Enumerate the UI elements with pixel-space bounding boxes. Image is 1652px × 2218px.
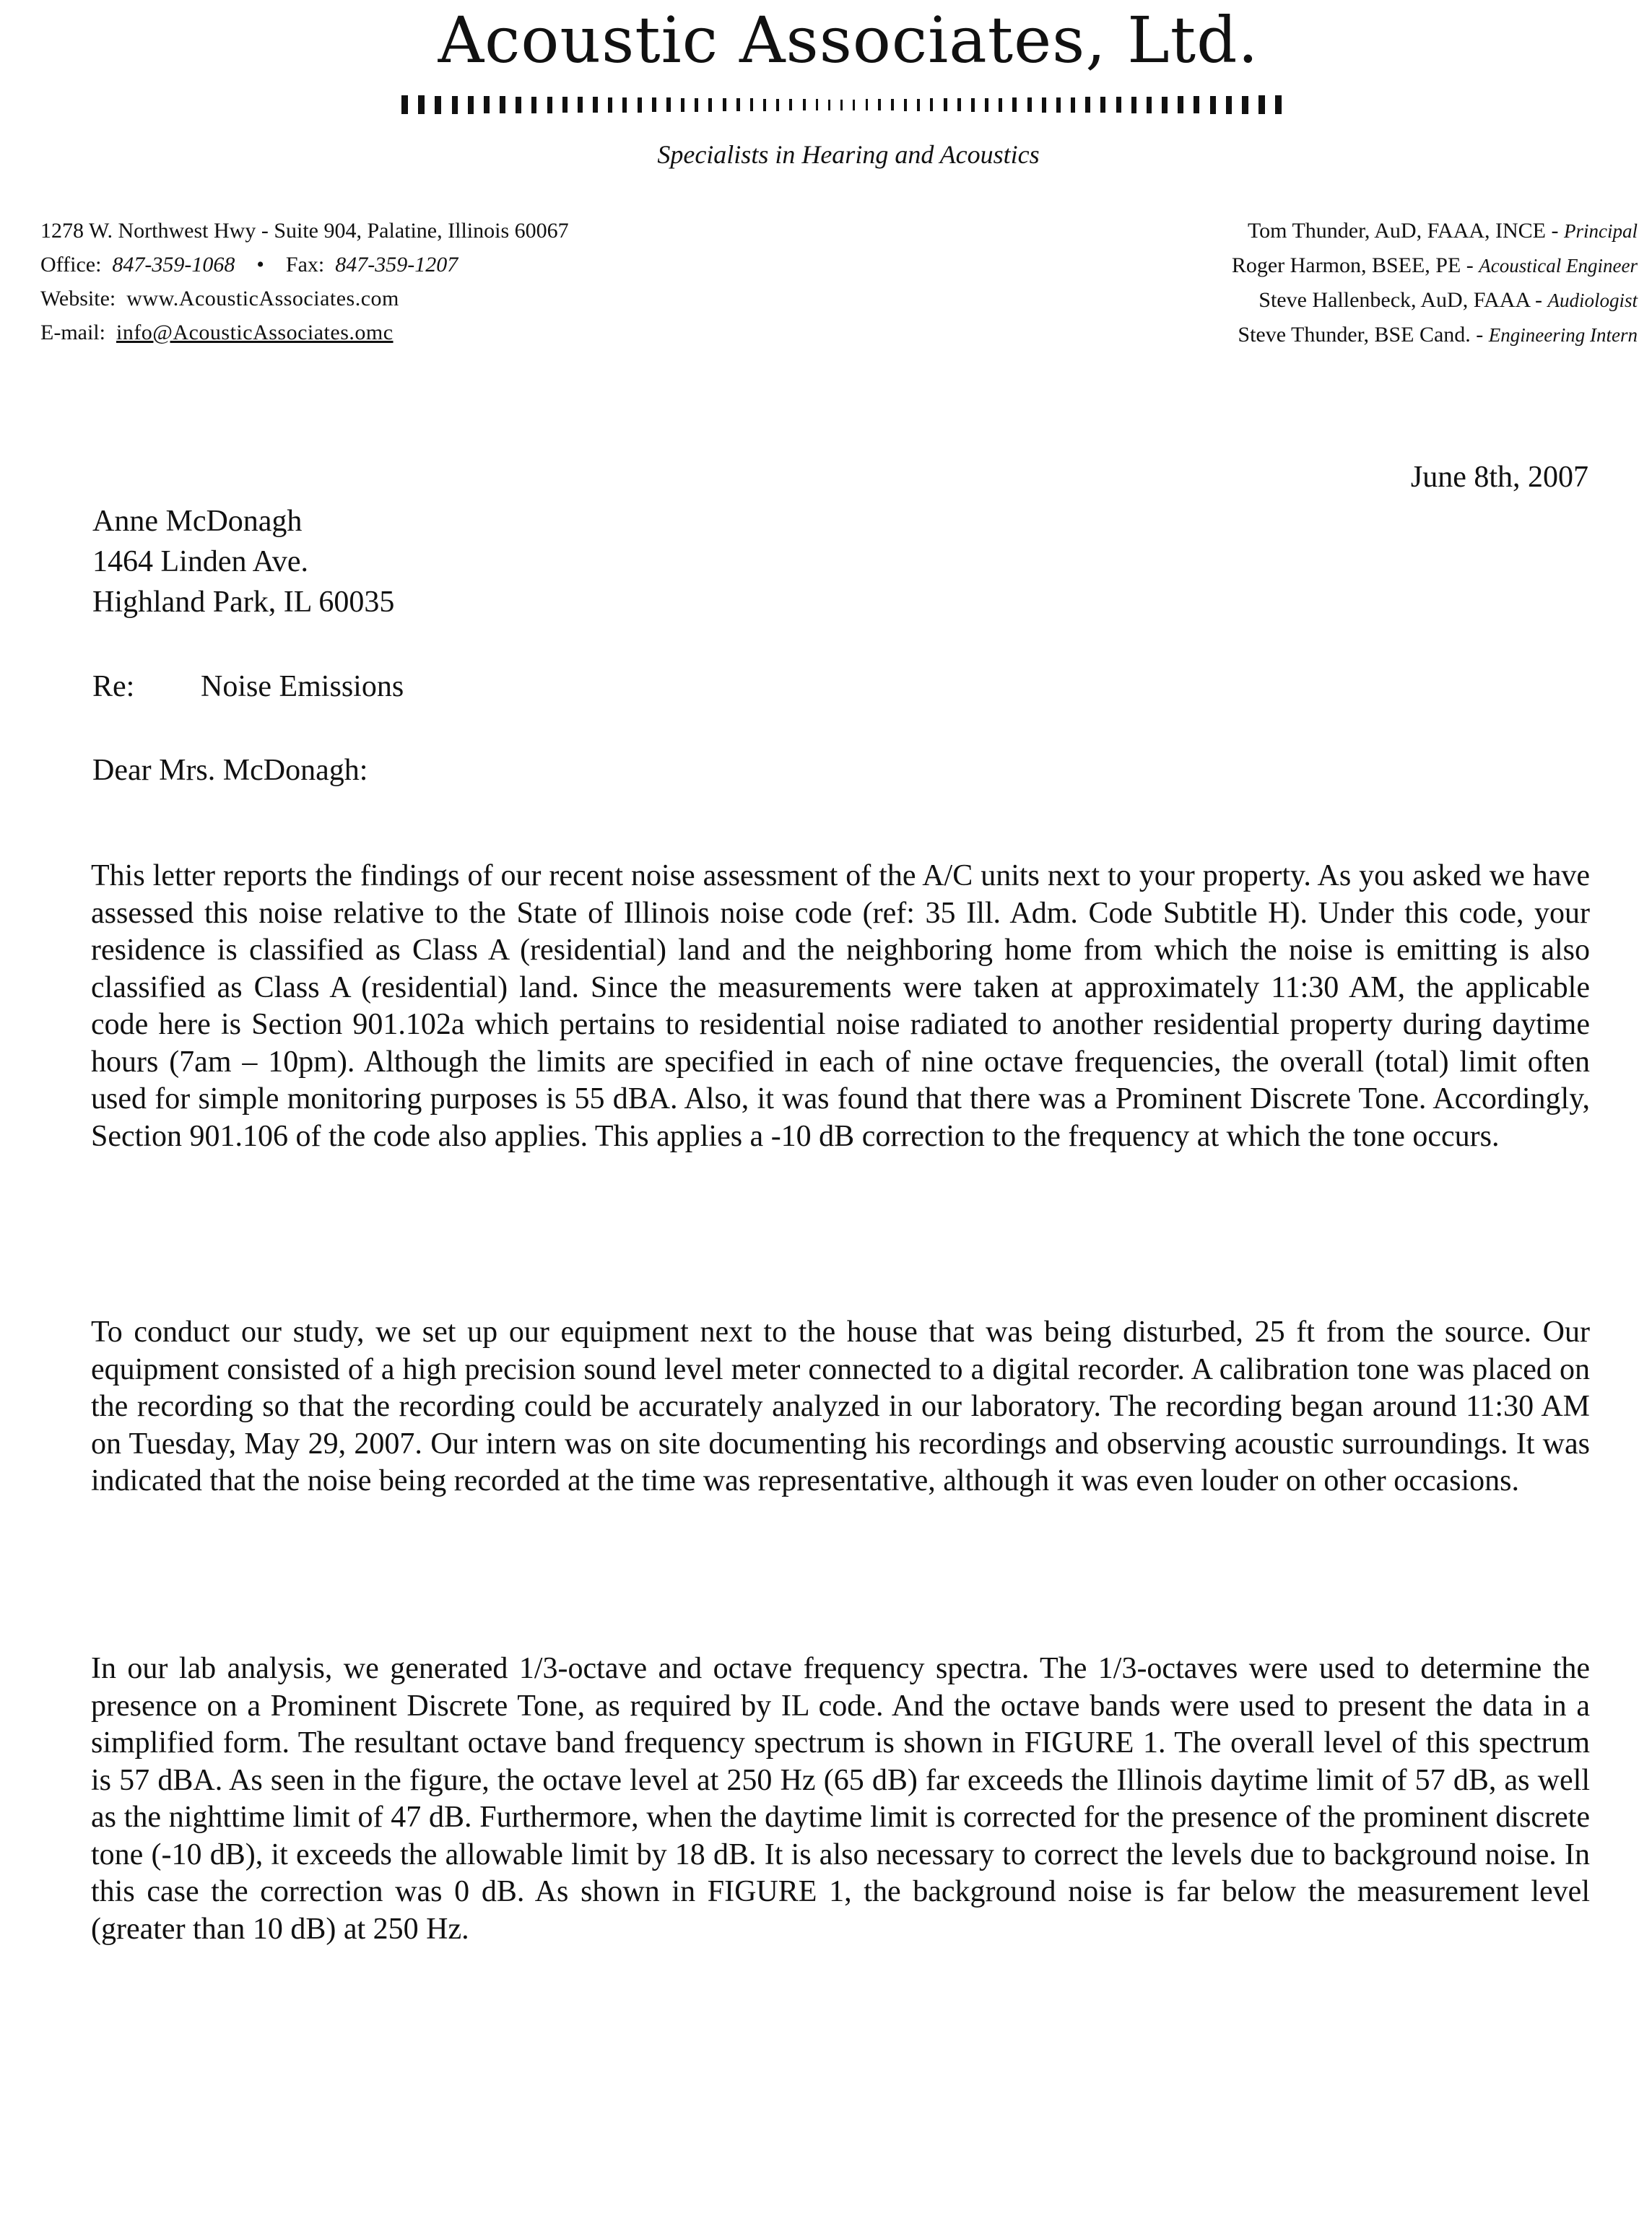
company-name: Acoustic Associates, Ltd. [438, 3, 1259, 77]
sound-wave-bars-icon [401, 95, 1282, 114]
staff-role: Audiologist [1547, 290, 1638, 311]
salutation: Dear Mrs. McDonagh: [92, 754, 368, 787]
staff-member [1232, 318, 1638, 352]
divider-bar [1258, 95, 1265, 114]
bullet-separator-icon: • [256, 253, 264, 277]
divider-bar [666, 97, 671, 112]
divider-bar [401, 95, 408, 114]
divider-bar [1275, 95, 1282, 114]
subject-line [92, 669, 404, 705]
divider-bar [608, 97, 612, 113]
staff-role: Engineering Intern [1488, 324, 1638, 346]
company-address: 1278 W. Northwest Hwy - Suite 904, Palatine, Illinois 60067 [40, 219, 569, 243]
divider-bar [1131, 97, 1136, 113]
divider-bar [578, 97, 583, 113]
body-paragraph: This letter reports the findings of our recent noise assessment of the A/C units next to your property. As you asked we have assessed this noise relative to the State of Illinois noise code (ref: 35 Ill. Adm. Code Subtitle H). Under this code, your residence is classified as Class A (residential) land and the neighboring home from which the noise is emitting is also classified as Class A (residential) land. Since the measurements were taken at approximately 11:30 AM, the applicable code here is Section 901.102a which pertains to residential noise radiated to another residential property during daytime hours (7am – 10pm). Although the limits are specified in each of nine octave frequencies, the overall (total) limit often used for simple monitoring purposes is 55 dBA. Also, it was found that there was a Prominent Discrete Tone. Accordingly, Section 901.106 of the code also applies. This applies a -10 dB correction to the frequency at which the tone occurs. [91, 859, 1590, 1153]
divider-bar [1027, 97, 1032, 112]
divider-bar [840, 100, 843, 110]
company-tagline: Specialists in Hearing and Acoustics [657, 140, 1040, 169]
divider-bar [708, 98, 712, 112]
website-row [40, 282, 569, 316]
staff-name: Steve Thunder, BSE Cand. - [1238, 323, 1484, 347]
divider-bar [999, 98, 1002, 112]
divider-bar [776, 99, 779, 111]
divider-bar [866, 99, 868, 110]
staff-member [1232, 214, 1638, 248]
website-label: Website: [40, 287, 116, 310]
divider-bar [917, 99, 920, 111]
divider-bar [1085, 97, 1090, 113]
divider-bar [957, 98, 961, 111]
staff-name: Roger Harmon, BSEE, PE - [1231, 253, 1474, 277]
divider-bar [1210, 96, 1216, 114]
staff-name: Tom Thunder, AuD, FAAA, INCE - [1247, 219, 1559, 243]
divider-bar [1162, 97, 1168, 113]
staff-name: Steve Hallenbeck, AuD, FAAA - [1258, 288, 1542, 312]
recipient-city: Highland Park, IL 60035 [92, 586, 395, 619]
website-link[interactable]: www.AcousticAssociates.com [126, 287, 399, 310]
fax-number: 847-359-1207 [335, 253, 458, 277]
divider-bar [763, 99, 766, 111]
divider-bar [593, 97, 598, 113]
divider-bar [622, 97, 627, 113]
divider-bar [468, 96, 474, 114]
email-link[interactable]: info@AcousticAssociates.omc [116, 321, 394, 344]
divider-bar [878, 99, 881, 110]
subject-label: Re: [92, 670, 135, 703]
office-label: Office: [40, 253, 102, 277]
divider-bar [638, 97, 642, 113]
divider-bar [652, 97, 656, 112]
email-row [40, 316, 569, 349]
divider-bar [531, 97, 536, 113]
phone-row [40, 248, 569, 282]
divider-bar [904, 99, 907, 111]
divider-bar [1242, 96, 1248, 114]
divider-bar [681, 98, 684, 112]
divider-bar [1071, 97, 1075, 113]
divider-bar [1147, 97, 1152, 113]
divider-bar [695, 98, 698, 112]
divider-bar [1012, 97, 1017, 112]
email-label: E-mail: [40, 321, 105, 344]
divider-bar [484, 96, 490, 113]
divider-bar [562, 97, 568, 113]
divider-bar [500, 96, 505, 113]
body-paragraph: To conduct our study, we set up our equipment next to the house that was being disturbed, 25 ft from the source. Our equipment consisted of a high precision sound level meter connected to a digital recorder. A calibration tone was placed on the recording so that the recording could be accurately analyzed in our laboratory. The recording began around 11:30 AM on Tuesday, May 29, 2007. Our intern was on site documenting his recordings and observing acoustic surroundings. It was indicated that the noise being recorded at the time was representative, although it was even louder on other occasions. [91, 1315, 1590, 1497]
divider-bar [853, 100, 855, 110]
staff-role: Acoustical Engineer [1479, 255, 1638, 277]
divider-bar [435, 96, 441, 114]
divider-bar [803, 99, 806, 110]
recipient-address [92, 501, 394, 622]
divider-bar [418, 95, 425, 114]
divider-bar [516, 97, 521, 113]
fax-label: Fax: [285, 253, 325, 277]
divider-bar [816, 99, 818, 110]
divider-bar [985, 98, 988, 112]
staff-member [1232, 248, 1638, 283]
divider-bar [971, 98, 975, 112]
divider-bar [944, 98, 947, 111]
divider-bar [789, 99, 792, 110]
recipient-name: Anne McDonagh [92, 505, 303, 538]
divider-bar [750, 98, 753, 111]
staff-list [1232, 214, 1638, 352]
office-phone: 847-359-1068 [112, 253, 235, 277]
divider-bar [828, 100, 830, 110]
divider-bar [1100, 97, 1105, 113]
divider-bar [1056, 97, 1061, 113]
divider-bar [930, 98, 933, 111]
divider-bar [1116, 97, 1121, 113]
divider-bar [723, 98, 726, 111]
divider-bar [1042, 97, 1046, 113]
divider-bar [736, 98, 740, 111]
divider-bar [547, 97, 552, 113]
letter-date: June 8th, 2007 [1410, 461, 1588, 494]
body-paragraph: In our lab analysis, we generated 1/3-octave and octave frequency spectra. The 1/3-octaves were used to determine the presence on a Prominent Discrete Tone, as required by IL code. And the octave bands were used to present the data in a simplified form. The resultant octave band frequency spectrum is shown in FIGURE 1. The overall level of this spectrum is 57 dBA. As seen in the figure, the octave level at 250 Hz (65 dB) far exceeds the Illinois daytime limit of 57 dB, as well as the nighttime limit of 47 dB. Furthermore, when the daytime limit is corrected for the presence of the prominent discrete tone (-10 dB), it exceeds the allowable limit by 18 dB. It is also necessary to correct the levels due to background noise. In this case the correction was 0 dB. As shown in FIGURE 1, the background noise is far below the measurement level (greater than 10 dB) at 250 Hz. [91, 1652, 1590, 1946]
divider-bar [1178, 96, 1183, 113]
staff-role: Principal [1564, 220, 1638, 242]
staff-member [1232, 283, 1638, 318]
contact-block [40, 214, 569, 349]
divider-bar [891, 99, 894, 110]
divider-bar [1194, 96, 1199, 113]
divider-bar [1226, 96, 1232, 114]
divider-bar [452, 96, 458, 114]
recipient-street: 1464 Linden Ave. [92, 545, 309, 578]
subject-text: Noise Emissions [201, 670, 404, 703]
